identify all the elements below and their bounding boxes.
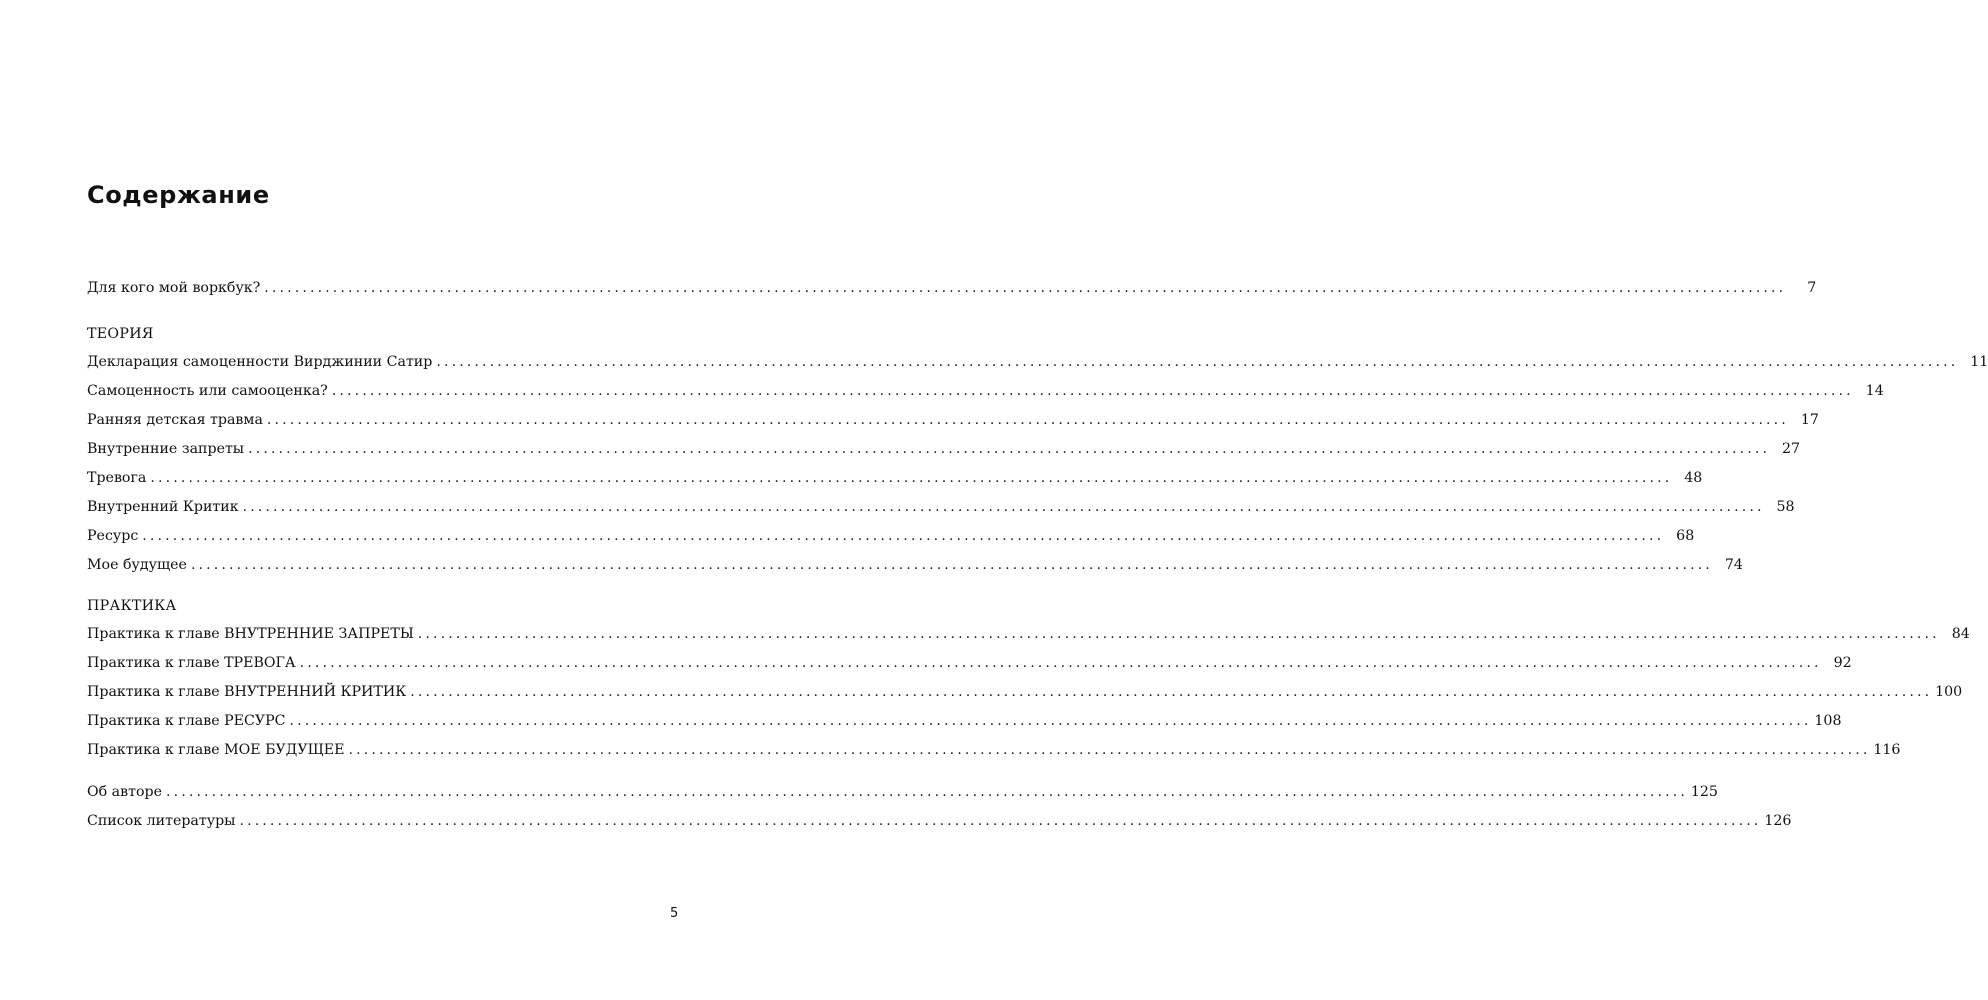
toc-entry-label: Самоценность или самооценка? xyxy=(87,383,328,399)
toc-entry-label: Ранняя детская травма xyxy=(87,412,263,428)
toc-entry-label: Практика к главе ТРЕВОГА xyxy=(87,655,296,671)
toc-entry xyxy=(87,412,1819,432)
toc-entry-page: 68 xyxy=(1676,528,1695,544)
toc-entry xyxy=(87,528,1695,548)
toc-entry xyxy=(87,655,1852,675)
toc-entry-page: 11 xyxy=(1970,354,1988,370)
page-number: 5 xyxy=(670,906,679,921)
toc-entry xyxy=(87,626,1970,646)
dot-leader: ........................................................................................................................................................................................................ xyxy=(289,713,1812,729)
toc-entry-page: 7 xyxy=(1807,280,1817,296)
toc-entry-label: Внутренний Критик xyxy=(87,499,239,515)
page-title: Содержание xyxy=(87,181,270,209)
toc-entry xyxy=(87,470,1703,490)
dot-leader: ........................................................................................................................................................................................................ xyxy=(331,383,1854,399)
dot-leader: ........................................................................................................................................................................................................ xyxy=(242,499,1765,515)
dot-leader: ........................................................................................................................................................................................................ xyxy=(150,470,1673,486)
dot-leader: ........................................................................................................................................................................................................ xyxy=(248,441,1771,457)
toc-entry-page: 126 xyxy=(1764,813,1792,829)
toc-entry-page: 84 xyxy=(1951,626,1970,642)
toc-entry-page: 58 xyxy=(1776,499,1795,515)
dot-leader: ........................................................................................................................................................................................................ xyxy=(417,626,1940,642)
dot-leader: ........................................................................................................................................................................................................ xyxy=(142,528,1665,544)
toc-entry-label: Ресурс xyxy=(87,528,139,544)
toc-entry-page: 92 xyxy=(1833,655,1852,671)
toc-entry-label: Тревога xyxy=(87,470,147,486)
toc-entry-label: Практика к главе РЕСУРС xyxy=(87,713,286,729)
dot-leader: ........................................................................................................................................................................................................ xyxy=(266,412,1789,428)
toc-entry xyxy=(87,784,1718,804)
toc-entry-page: 17 xyxy=(1800,412,1819,428)
toc-entry-label: Мое будущее xyxy=(87,557,187,573)
toc-entry-label: Об авторе xyxy=(87,784,162,800)
dot-leader: ........................................................................................................................................................................................................ xyxy=(190,557,1713,573)
toc-entry-label: Для кого мой воркбук? xyxy=(87,280,261,296)
toc-entry xyxy=(87,441,1801,461)
dot-leader: ........................................................................................................................................................................................................ xyxy=(264,280,1787,296)
section-heading-practice: ПРАКТИКА xyxy=(87,598,177,614)
toc-entry-page: 14 xyxy=(1865,383,1884,399)
dot-leader: ........................................................................................................................................................................................................ xyxy=(166,784,1688,800)
dot-leader: ........................................................................................................................................................................................................ xyxy=(239,813,1762,829)
dot-leader: ........................................................................................................................................................................................................ xyxy=(299,655,1822,671)
toc-entry xyxy=(87,354,1988,374)
dot-leader: ........................................................................................................................................................................................................ xyxy=(348,742,1871,758)
toc-entry-page: 108 xyxy=(1814,713,1842,729)
toc-entry-page: 74 xyxy=(1724,557,1743,573)
toc-entry xyxy=(87,713,1842,733)
toc-entry-label: Практика к главе ВНУТРЕННИЙ КРИТИК xyxy=(87,684,407,700)
toc-entry xyxy=(87,383,1884,403)
toc-entry xyxy=(87,557,1743,577)
dot-leader: ........................................................................................................................................................................................................ xyxy=(436,354,1959,370)
toc-entry-label: Декларация самоценности Вирджинии Сатир xyxy=(87,354,433,370)
toc-entry-label: Список литературы xyxy=(87,813,236,829)
toc-entry-label: Практика к главе ВНУТРЕННИЕ ЗАПРЕТЫ xyxy=(87,626,414,642)
section-heading-theory: ТЕОРИЯ xyxy=(87,326,154,342)
toc-entry xyxy=(87,684,1963,704)
toc-entry-page: 100 xyxy=(1935,684,1963,700)
toc-entry xyxy=(87,742,1901,762)
toc-entry-intro xyxy=(87,280,1817,300)
toc-entry-page: 27 xyxy=(1782,441,1801,457)
toc-entry-label: Внутренние запреты xyxy=(87,441,245,457)
toc-entry xyxy=(87,813,1792,833)
toc-entry-label: Практика к главе МОЕ БУДУЩЕЕ xyxy=(87,742,345,758)
dot-leader: ........................................................................................................................................................................................................ xyxy=(410,684,1933,700)
toc-entry-page: 48 xyxy=(1684,470,1703,486)
toc-entry-page: 116 xyxy=(1873,742,1901,758)
toc-entry xyxy=(87,499,1795,519)
toc-entry-page: 125 xyxy=(1690,784,1718,800)
